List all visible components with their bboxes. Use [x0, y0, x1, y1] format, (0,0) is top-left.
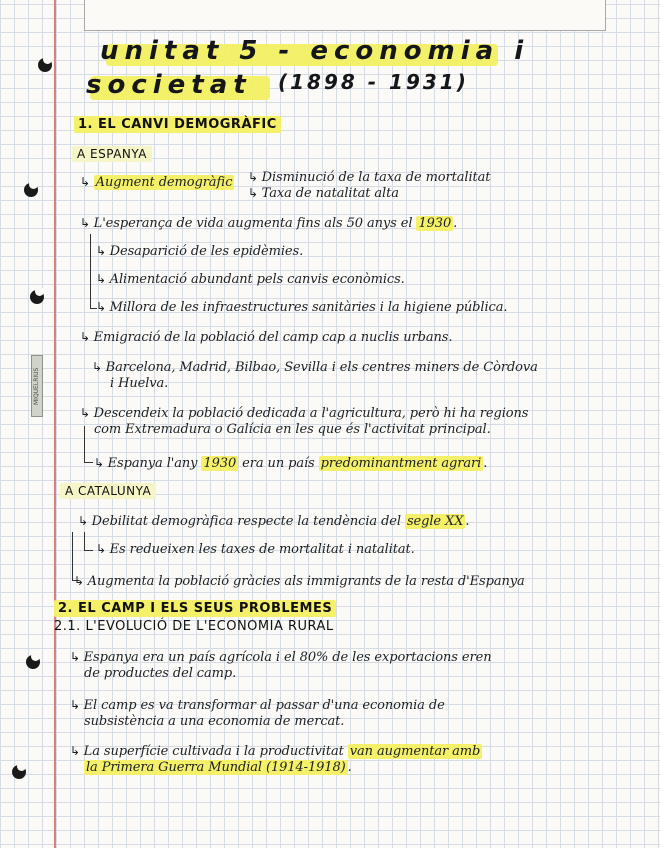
note-line: ↳ L'esperança de vida augmenta fins als 50 anys el 1930 .: [80, 216, 458, 231]
subsection-heading: [60, 484, 156, 498]
note-line: ↳ Alimentació abundant pels canvis econòmics.: [96, 272, 405, 287]
note-line: subsistència a una economia de mercat.: [84, 714, 345, 729]
note-line: ↳ Emigració de la població del camp cap a nuclis urbans.: [80, 330, 453, 345]
binder-hole: [26, 655, 40, 669]
note-line: ↳ Descendeix la població dedicada a l'agricultura, però hi ha regions: [80, 406, 529, 421]
note-line: ↳ Taxa de natalitat alta: [248, 186, 399, 201]
note-line: ↳ Augmenta la població gràcies als immigrants de la resta d'Espanya: [74, 574, 525, 589]
page-title-years: (1898 - 1931): [278, 70, 469, 94]
note-line: ↳ Desaparició de les epidèmies.: [96, 244, 304, 259]
note-line: ↳ Millora de les infraestructures sanitàries i la higiene pública.: [96, 300, 508, 315]
note-line: ↳ La superfície cultivada i la productivitat van augmentar amb: [70, 744, 481, 759]
note-line: la Primera Guerra Mundial (1914-1918) .: [86, 760, 352, 775]
page-title-line2: societat: [86, 70, 252, 100]
note-line: i Huelva.: [110, 376, 169, 391]
margin-line: [54, 0, 56, 848]
note-line: ↳ El camp es va transformar al passar d'una economia de: [70, 698, 445, 713]
section-heading: [54, 601, 336, 616]
section-heading: [74, 117, 281, 132]
tree-line: [84, 532, 93, 551]
note-line: ↳ Augment demogràfic: [80, 175, 233, 190]
note-line: com Extremadura o Galícia en les que és l'activitat principal.: [94, 422, 491, 437]
page-title-line1: unitat 5 - economia i: [100, 36, 530, 66]
binder-hole: [38, 58, 52, 72]
note-line: ↳ Disminució de la taxa de mortalitat: [248, 170, 491, 185]
binder-hole: [24, 183, 38, 197]
header-box: [84, 0, 606, 31]
binder-hole: [30, 290, 44, 304]
section-heading-text: 2. EL CAMP I ELS SEUS PROBLEMES: [54, 600, 336, 617]
tree-line: [84, 426, 93, 463]
note-line: ↳ Espanya l'any 1930 era un país predominantment agrari .: [94, 456, 488, 471]
subsection-heading: [72, 147, 152, 161]
brand-tab: MIQUELRIUS: [31, 355, 43, 417]
binder-hole: [12, 765, 26, 779]
note-line: ↳ Espanya era un país agrícola i el 80% de les exportacions eren: [70, 650, 492, 665]
note-line: de productes del camp.: [84, 666, 237, 681]
note-line: ↳ Debilitat demogràfica respecte la tendència del segle XX .: [78, 514, 470, 529]
section-heading-text: 1. EL CANVI DEMOGRÀFIC: [74, 116, 281, 133]
note-line: ↳ Es redueixen les taxes de mortalitat i natalitat.: [96, 542, 415, 557]
note-line: ↳ Barcelona, Madrid, Bilbao, Sevilla i els centres miners de Còrdova: [92, 360, 538, 375]
subsection-heading-text: A ESPANYA: [72, 146, 152, 162]
section-subheading: 2.1. L'EVOLUCIÓ DE L'ECONOMIA RURAL: [54, 619, 334, 634]
subsection-heading-text: A CATALUNYA: [60, 483, 156, 499]
